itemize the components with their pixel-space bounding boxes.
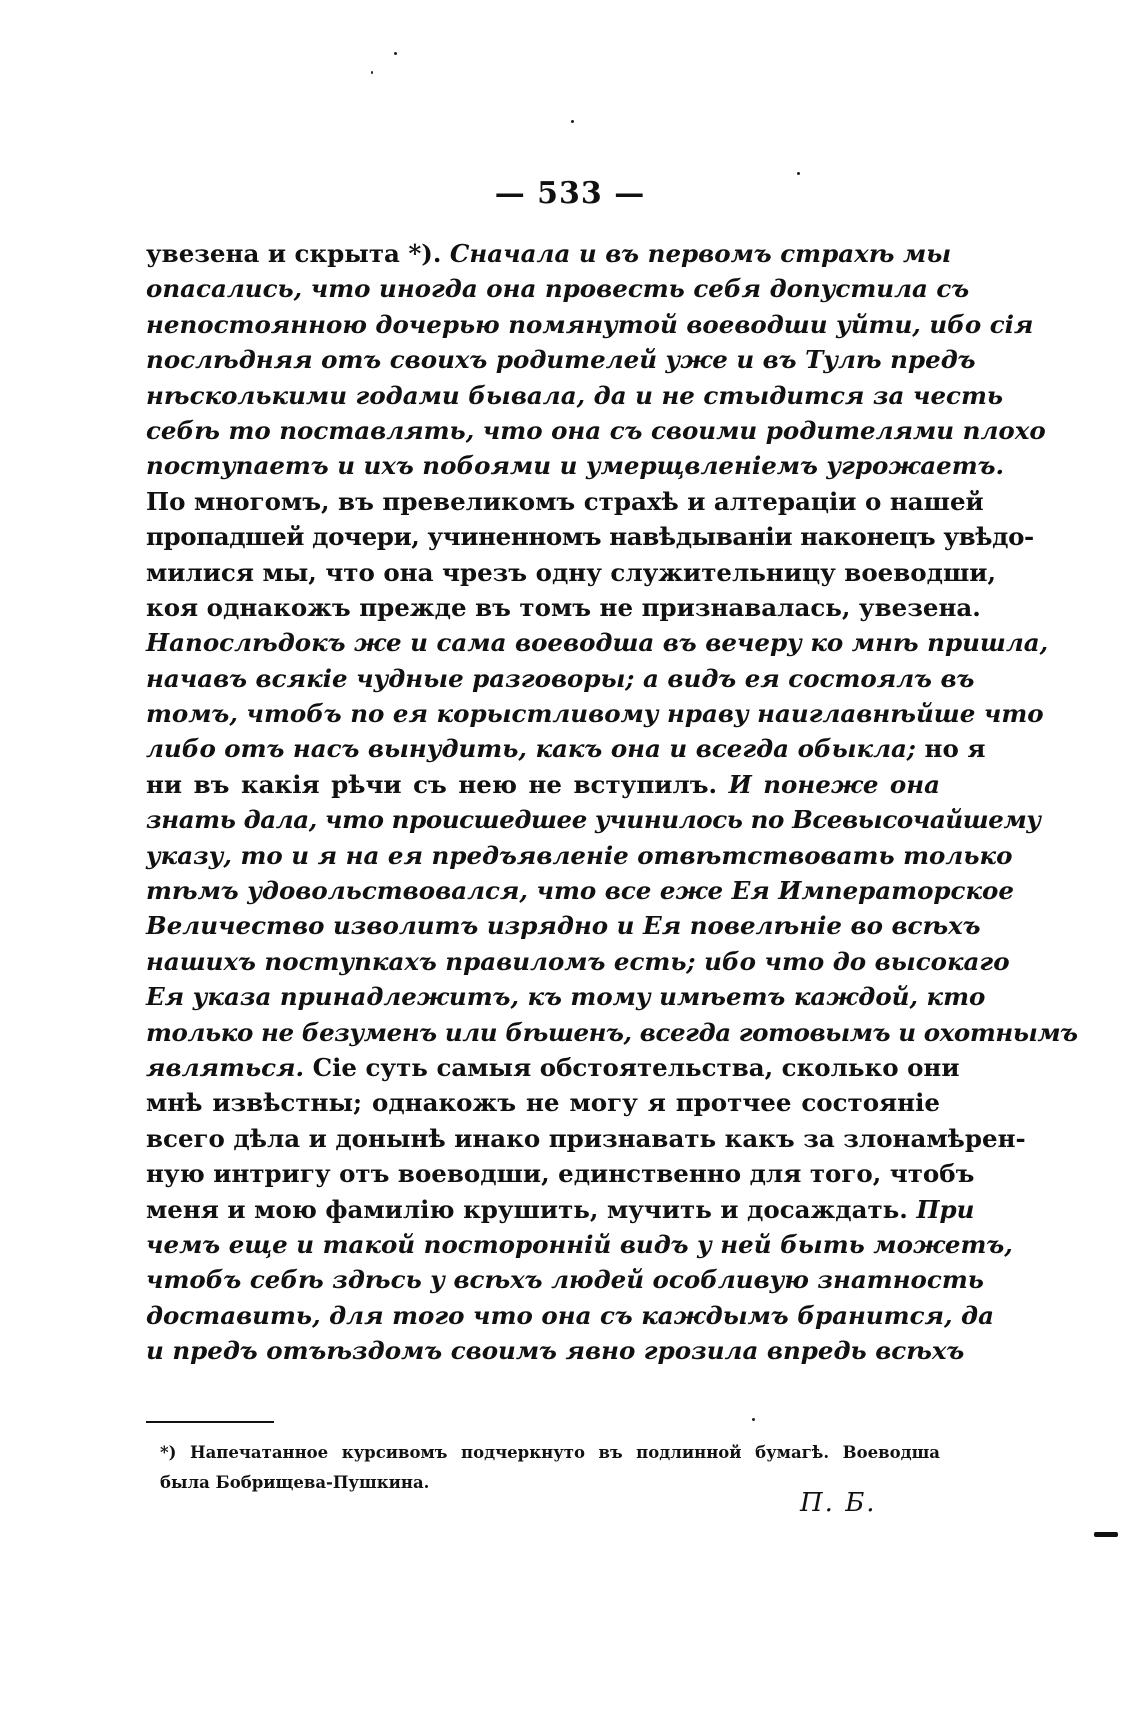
text-line <box>146 625 1049 660</box>
italic-segment: Величество изволитъ изрядно и Ея повелѣніе во всѣхъ <box>146 911 981 941</box>
regular-segment: ни въ какія рѣчи съ нею не вступилъ. <box>146 769 729 799</box>
text-line <box>146 271 970 306</box>
body-text <box>146 236 1078 1369</box>
text-line <box>146 1050 960 1085</box>
footnote-line: *) Напечатанное курсивомъ подчеркнуто въ подлинной бумагѣ. Воеводша <box>160 1443 940 1462</box>
text-line <box>146 661 975 696</box>
italic-segment: непостоянною дочерью помянутой воеводши уйти, ибо сія <box>146 309 1034 339</box>
italic-segment: либо отъ насъ вынудить, какъ она и всегда обыкла; <box>146 734 925 764</box>
margin-dash <box>1094 1532 1118 1537</box>
italic-segment: являться. <box>146 1052 313 1082</box>
text-line <box>146 944 1010 979</box>
page-number: — 533 — <box>494 176 646 211</box>
italic-segment: поступаетъ и ихъ побоями и умерщвленіемъ угрожаетъ. <box>146 451 1005 481</box>
italic-segment: чтобъ себѣ здѣсь у всѣхъ людей особливую знатность <box>146 1265 984 1295</box>
scan-speck <box>371 71 373 74</box>
text-line <box>146 908 981 943</box>
italic-segment: послѣдняя отъ своихъ родителей уже и въ Тулѣ предъ <box>146 345 976 375</box>
italic-segment: указу, то и я на ея предъявленіе отвѣтствовать только <box>146 840 1013 870</box>
text-line <box>146 555 996 590</box>
regular-segment: пропадшей дочери, учиненномъ навѣдываніи наконецъ увѣдо- <box>146 522 1034 552</box>
italic-segment: тѣмъ удовольствовался, что все еже Ея Императорское <box>146 876 1014 906</box>
scan-speck <box>752 1418 755 1421</box>
footnote-line: была Бобрищева-Пушкина. <box>160 1473 430 1492</box>
italic-segment: нѣсколькими годами бывала, да и не стыдится за честь <box>146 380 1004 410</box>
text-line <box>146 484 984 519</box>
text-line <box>146 590 981 625</box>
regular-segment: коя однакожъ прежде въ томъ не признавалась, увезена. <box>146 592 981 622</box>
footnote-rule <box>146 1421 274 1423</box>
italic-segment: и предъ отъѣздомъ своимъ явно грозила впредь всѣхъ <box>146 1336 965 1366</box>
italic-segment: только не безуменъ или бѣшенъ, всегда готовымъ и охотнымъ <box>146 1017 1078 1047</box>
italic-segment: Сначала и въ первомъ страхѣ мы <box>449 239 952 268</box>
scan-speck <box>797 172 800 175</box>
text-line <box>146 696 1044 731</box>
regular-segment: всего дѣла и донынѣ инако признавать какъ за злонамѣрен- <box>146 1123 1026 1153</box>
text-line <box>146 1192 975 1227</box>
text-line <box>146 378 1004 413</box>
text-line <box>146 1262 984 1297</box>
italic-segment: И понеже она <box>728 769 940 799</box>
text-line <box>146 838 1013 873</box>
italic-segment: чемъ еще и такой посторонній видъ у ней быть можетъ, <box>146 1229 1013 1259</box>
regular-segment: мнѣ извѣстны; однакожъ не могу я протчее состояніе <box>146 1088 940 1118</box>
italic-segment: Ея указа принадлежитъ, къ тому имѣетъ каждой, кто <box>146 982 986 1012</box>
text-line <box>146 1298 994 1333</box>
text-line <box>146 448 1005 483</box>
scan-speck <box>571 120 574 123</box>
text-line <box>146 802 1041 837</box>
text-line <box>146 1015 1078 1050</box>
italic-segment: Напослѣдокъ же и сама воеводша въ вечеру ко мнѣ пришла, <box>146 628 1049 658</box>
italic-segment: знать дала, что происшедшее учинилось по Всевысочайшему <box>146 805 1041 835</box>
italic-segment: начавъ всякіе чудные разговоры; а видъ ея состоялъ въ <box>146 663 975 693</box>
text-line <box>146 519 1034 554</box>
text-line <box>146 1333 965 1368</box>
regular-segment: меня и мою фамилію крушить, мучить и досаждать. <box>146 1194 917 1224</box>
regular-segment: но я <box>924 734 986 764</box>
text-line <box>146 1227 1013 1262</box>
scan-speck <box>394 52 397 55</box>
regular-segment: ную интригу отъ воеводши, единственно для того, чтобъ <box>146 1159 975 1189</box>
italic-segment: нашихъ поступкахъ правиломъ есть; ибо что до высокаго <box>146 946 1010 976</box>
italic-segment: опасались, что иногда она провесть себя допустила съ <box>146 274 970 304</box>
footnote-signature: П. Б. <box>800 1488 877 1518</box>
italic-segment: При <box>916 1194 975 1224</box>
italic-segment: доставить, для того что она съ каждымъ бранится, да <box>146 1300 994 1330</box>
text-line <box>146 342 976 377</box>
regular-segment: милися мы, что она чрезъ одну служительницу воеводши, <box>146 557 996 587</box>
text-line <box>146 873 1014 908</box>
text-line <box>146 1156 975 1191</box>
text-line <box>146 307 1034 342</box>
text-line <box>146 731 986 766</box>
text-line <box>146 1121 1026 1156</box>
italic-segment: себѣ то поставлять, что она съ своими родителями плохо <box>146 415 1046 445</box>
regular-segment: Сіе суть самыя обстоятельства, сколько они <box>312 1052 960 1082</box>
italic-segment: томъ, чтобъ по ея корыстливому нраву наиглавнѣйше что <box>146 699 1044 729</box>
text-line <box>146 236 952 271</box>
text-line <box>146 767 940 802</box>
text-line <box>146 979 986 1014</box>
regular-segment: увезена и скрыта *). <box>146 239 450 268</box>
text-line <box>146 413 1046 448</box>
regular-segment: По многомъ, въ превеликомъ страхѣ и алтераціи о нашей <box>146 486 984 516</box>
text-line <box>146 1085 940 1120</box>
